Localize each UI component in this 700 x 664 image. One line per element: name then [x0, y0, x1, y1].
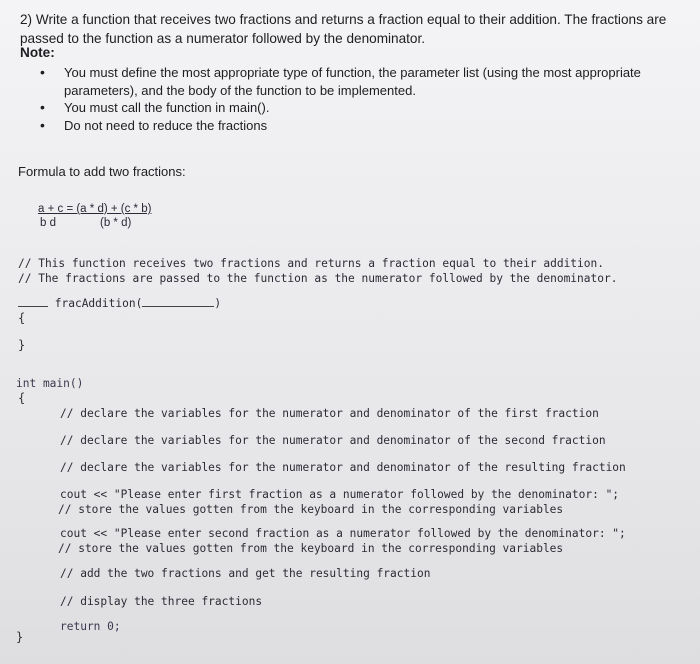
- comment-display: // display the three fractions: [60, 595, 263, 608]
- formula-numerator: a + c = (a * d) + (c * b): [38, 203, 152, 215]
- comment-declare-result: // declare the variables for the numerator and denominator of the resulting fraction: [60, 461, 626, 474]
- bullet-call-in-main: • You must call the function in main().: [36, 99, 641, 117]
- return-statement: return 0;: [60, 620, 121, 633]
- formula-denominator-left: b d: [40, 217, 56, 229]
- formula-denominator-right: (b * d): [100, 217, 132, 229]
- comment-store-first: // store the values gotten from the keyboard in the corresponding variables: [58, 503, 564, 516]
- comment-declare-second: // declare the variables for the numerator and denominator of the second fraction: [60, 434, 606, 447]
- bullet-function-type-cont: parameters), and the body of the function to be implemented.: [64, 82, 416, 98]
- question-text: 2) Write a function that receives two fractions and returns a fraction equal to their addition. The fractions are passed to the function as a numerator followed by the denominator.: [20, 12, 667, 46]
- function-signature: [18, 296, 221, 310]
- function-name: fracAddition(: [54, 297, 143, 310]
- main-signature: int main(): [16, 377, 84, 390]
- comment-store-second: // store the values gotten from the keyboard in the corresponding variables: [58, 542, 564, 555]
- bullet-function-type: • You must define the most appropriate type of function, the parameter list (using the most appropriate: [36, 64, 641, 82]
- cout-first-prompt: cout << "Please enter first fraction as a numerator followed by the denominator: ";: [60, 488, 620, 501]
- function-open-brace: {: [18, 311, 26, 325]
- parameter-list-blank: [142, 296, 214, 307]
- function-close-paren: ): [214, 297, 222, 310]
- bullet-no-reduce: • Do not need to reduce the fractions: [36, 117, 641, 135]
- note-bullets: [36, 64, 641, 134]
- code-comment-2: // The fractions are passed to the function as the numerator followed by the denominator.: [18, 272, 618, 285]
- return-type-blank: [18, 296, 48, 307]
- function-close-brace: }: [18, 338, 26, 352]
- main-open-brace: {: [18, 391, 26, 405]
- note-label: Note:: [20, 45, 55, 60]
- code-comment-1: // This function receives two fractions and returns a fraction equal to their addition.: [18, 257, 604, 270]
- cout-second-prompt: cout << "Please enter second fraction as a numerator followed by the denominator: ";: [60, 527, 626, 540]
- comment-add-fractions: // add the two fractions and get the resulting fraction: [60, 567, 431, 580]
- main-close-brace: }: [16, 630, 24, 644]
- comment-declare-first: // declare the variables for the numerator and denominator of the first fraction: [60, 407, 599, 420]
- formula-title: Formula to add two fractions:: [18, 164, 186, 179]
